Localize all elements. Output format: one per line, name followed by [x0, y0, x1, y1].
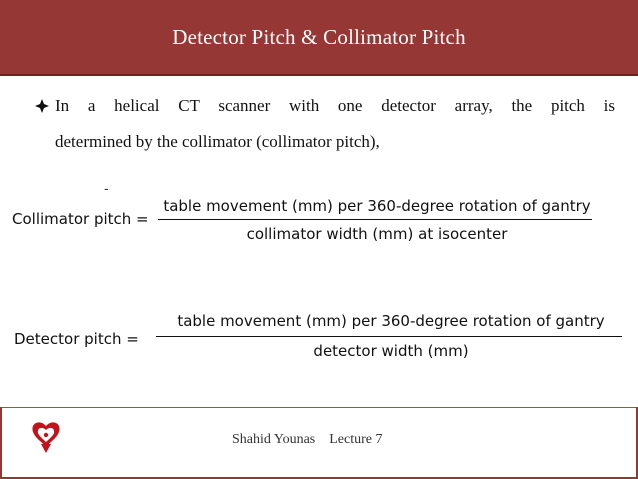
university-logo-icon	[30, 420, 62, 454]
title-bar	[0, 0, 638, 76]
detector-pitch-label: Detector pitch =	[14, 330, 139, 348]
collimator-pitch-numerator: table movement (mm) per 360-degree rotation of gantry	[163, 197, 591, 215]
footer-author: Shahid Younas	[232, 432, 316, 447]
footer-lecture: Lecture 7	[329, 432, 383, 447]
bullet-text-line-2: determined by the collimator (collimator pitch),	[55, 132, 380, 151]
footer-frame-left	[0, 407, 2, 479]
collimator-pitch-denominator: collimator width (mm) at isocenter	[246, 225, 508, 243]
detector-fraction-line	[156, 336, 622, 337]
detector-pitch-numerator: table movement (mm) per 360-degree rotation of gantry	[177, 312, 605, 330]
diamond-bullet-icon	[34, 98, 50, 114]
detector-pitch-denominator: detector width (mm)	[313, 342, 469, 360]
slide-title: Detector Pitch & Collimator Pitch	[172, 24, 466, 49]
bullet-text-line-1: In a helical CT scanner with one detector array, the pitch is	[55, 96, 615, 115]
footer-text	[232, 432, 383, 448]
collimator-fraction-line	[158, 219, 592, 220]
collimator-pitch-label: Collimator pitch =	[12, 210, 149, 228]
footer-divider	[0, 407, 638, 408]
stray-mark: -	[104, 180, 109, 196]
